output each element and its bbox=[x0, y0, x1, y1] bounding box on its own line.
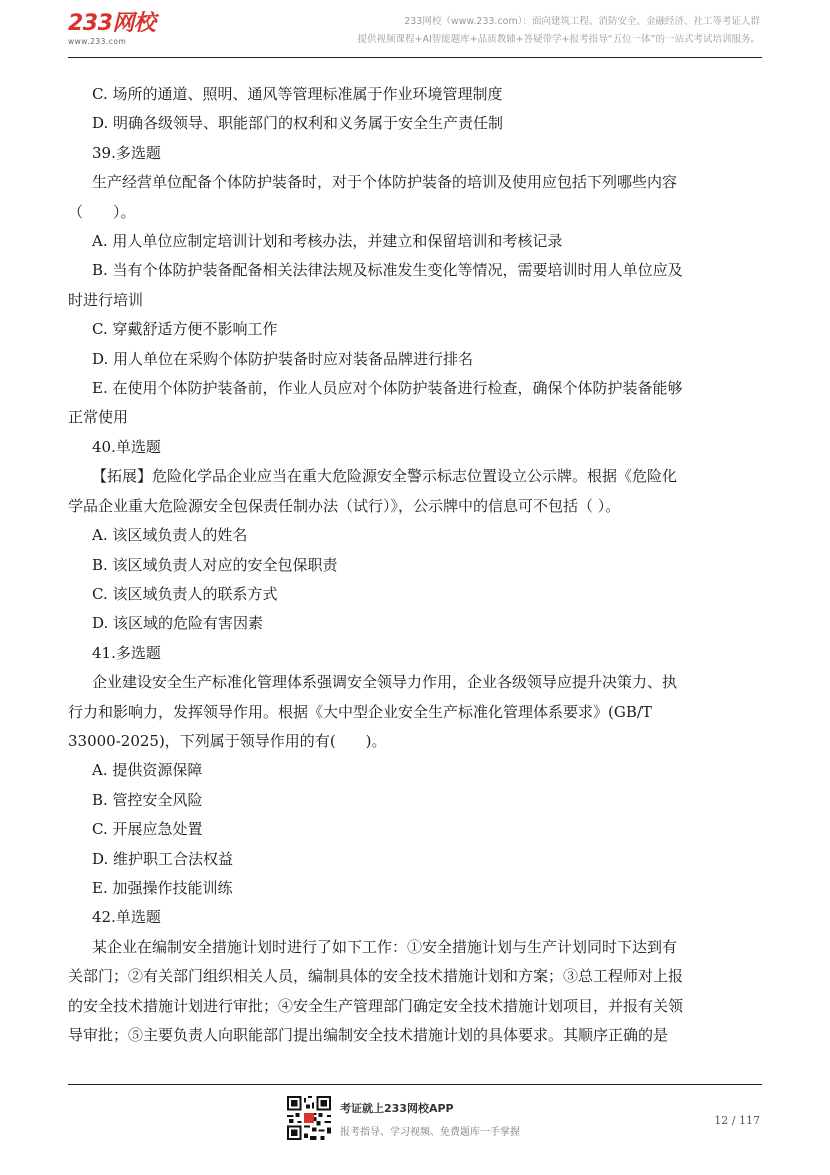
text-line: 39.多选题 bbox=[92, 143, 161, 162]
header-tagline-1: 233网校（www.233.com）：面向建筑工程、消防安全、金融经济、社工等考证人群 bbox=[404, 16, 760, 27]
text-line: A. 该区域负责人的姓名 bbox=[92, 526, 248, 545]
footer-app-subtitle: 报考指导、学习视频、免费题库一手掌握 bbox=[340, 1127, 520, 1138]
logo bbox=[68, 12, 168, 48]
text-line: 40.单选题 bbox=[92, 437, 161, 456]
text-line: D. 该区域的危险有害因素 bbox=[92, 614, 264, 633]
text-line: C. 场所的通道、照明、通风等管理标准属于作业环境管理制度 bbox=[92, 85, 503, 103]
text-line: D. 明确各级领导、职能部门的权利和义务属于安全生产责任制 bbox=[92, 114, 504, 133]
header-tagline bbox=[240, 13, 760, 49]
logo-url: www.233.com bbox=[68, 37, 127, 46]
text-line: 的安全技术措施计划进行审批；④安全生产管理部门确定安全技术措施计划项目，并报有关领 bbox=[68, 996, 684, 1015]
header-tagline-2: 提供视频课程+AI智能题库+品质教辅+答疑带学+报考指导“五位一体”的一站式考试培训服务。 bbox=[357, 34, 760, 45]
header-divider bbox=[68, 57, 762, 58]
text-line: D. 用人单位在采购个体防护装备时应对装备品牌进行排名 bbox=[92, 349, 474, 368]
text-line: 关部门；②有关部门组织相关人员，编制具体的安全技术措施计划和方案；③总工程师对上报 bbox=[68, 967, 684, 986]
text-line: 学品企业重大危险源安全包保责任制办法（试行）》，公示牌中的信息可不包括（ ）。 bbox=[68, 496, 621, 515]
text-line: B. 当有个体防护装备配备相关法律法规及标准发生变化等情况，需要培训时用人单位应及 bbox=[92, 261, 683, 280]
text-line: B. 管控安全风险 bbox=[92, 790, 203, 809]
text-line: 生产经营单位配备个体防护装备时，对于个体防护装备的培训及使用应包括下列哪些内容 bbox=[92, 173, 678, 192]
text-line: D. 维护职工合法权益 bbox=[92, 849, 234, 868]
qr-code-icon bbox=[287, 1096, 331, 1140]
text-line: 时进行培训 bbox=[68, 290, 144, 309]
footer-divider bbox=[68, 1084, 762, 1085]
text-line: E. 在使用个体防护装备前，作业人员应对个体防护装备进行检查，确保个体防护装备能够 bbox=[92, 379, 683, 398]
text-line: 正常使用 bbox=[68, 408, 129, 427]
document-body bbox=[68, 80, 762, 1050]
text-line: C. 该区域负责人的联系方式 bbox=[92, 584, 278, 603]
text-line: 41.多选题 bbox=[92, 643, 161, 662]
text-line: 42.单选题 bbox=[92, 908, 161, 927]
text-line: A. 提供资源保障 bbox=[92, 761, 203, 780]
text-line: C. 穿戴舒适方便不影响工作 bbox=[92, 320, 278, 339]
text-line: 导审批；⑤主要负责人向职能部门提出编制安全技术措施计划的具体要求。其顺序正确的是 bbox=[68, 1026, 669, 1044]
text-line: （ ）。 bbox=[68, 202, 136, 221]
text-line: B. 该区域负责人对应的安全包保职责 bbox=[92, 555, 338, 574]
text-line: 某企业在编制安全措施计划时进行了如下工作：①安全措施计划与生产计划同时下达到有 bbox=[92, 937, 678, 956]
text-line: A. 用人单位应制定培训计划和考核办法，并建立和保留培训和考核记录 bbox=[92, 232, 563, 251]
text-line: C. 开展应急处置 bbox=[92, 820, 203, 839]
text-line: 【拓展】危险化学品企业应当在重大危险源安全警示标志位置设立公示牌。根据《危险化 bbox=[92, 467, 678, 486]
page-number: 12 / 117 bbox=[714, 1114, 760, 1127]
text-line: 行力和影响力，发挥领导作用。根据《大中型企业安全生产标准化管理体系要求》(GB/T bbox=[68, 702, 652, 721]
logo-text: 233网校 bbox=[68, 11, 156, 36]
footer-app-title: 考证就上233网校APP bbox=[340, 1102, 454, 1115]
text-line: 企业建设安全生产标准化管理体系强调安全领导力作用，企业各级领导应提升决策力、执 bbox=[92, 673, 678, 692]
text-line: 33000-2025)，下列属于领导作用的有( )。 bbox=[68, 731, 387, 750]
text-line: E. 加强操作技能训练 bbox=[92, 878, 233, 897]
